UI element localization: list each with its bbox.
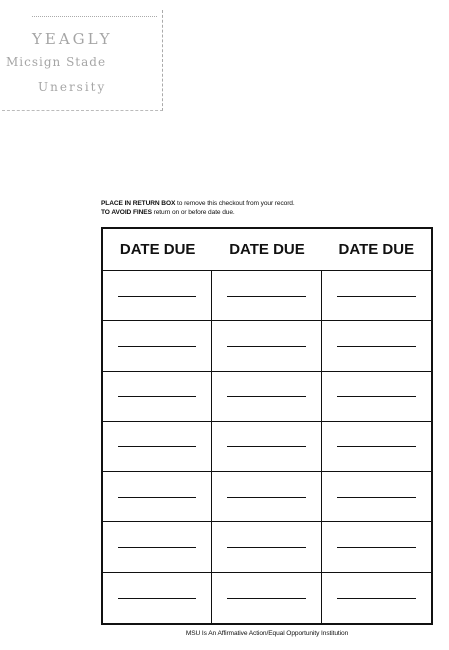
stamp-line-3: Unersity [38,80,107,94]
date-due-cell [212,372,321,422]
date-due-table [101,227,433,625]
date-due-cell [103,372,212,422]
date-due-cell [322,422,431,472]
date-due-write-line [118,497,196,498]
date-due-header: DATE DUE [322,229,431,271]
date-due-header: DATE DUE [212,229,321,271]
stamp-line-2: Micsign Stade [6,55,107,69]
date-due-write-line [118,296,196,297]
date-due-write-line [337,396,416,397]
date-due-write-line [337,446,416,447]
date-due-write-line [227,547,305,548]
notice-line-2-text: return on or before date due. [151,209,235,216]
notice-line-1-text: to remove this checkout from your record. [175,200,295,207]
date-due-write-line [118,547,196,548]
date-due-write-line [227,598,305,599]
date-due-cell [322,271,431,321]
date-due-cell [212,522,321,572]
date-due-cell [322,522,431,572]
date-due-write-line [227,497,305,498]
date-due-cell [322,321,431,371]
return-notice [101,199,431,217]
date-due-write-line [227,396,305,397]
date-due-write-line [337,497,416,498]
date-due-cell [212,321,321,371]
stamp-border [32,16,157,17]
date-due-cell [322,472,431,522]
date-due-write-line [227,346,305,347]
date-due-cell [103,573,212,623]
date-due-cell [322,573,431,623]
date-due-write-line [118,346,196,347]
date-due-cell [322,372,431,422]
date-due-write-line [227,446,305,447]
date-due-cell [212,472,321,522]
date-due-cell [212,422,321,472]
date-due-write-line [118,446,196,447]
notice-line-1 [101,199,431,208]
notice-line-2-bold: TO AVOID FINES [101,209,152,216]
date-due-write-line [118,598,196,599]
footer-institution-note: MSU Is An Affirmative Action/Equal Opportunity Institution [185,630,349,637]
date-due-header: DATE DUE [103,229,212,271]
date-due-cell [103,472,212,522]
date-due-write-line [227,296,305,297]
stamp-line-1: YEAGLY [32,30,113,48]
date-due-write-line [118,396,196,397]
date-due-cell [103,522,212,572]
date-due-write-line [337,547,416,548]
notice-line-1-bold: PLACE IN RETURN BOX [101,200,176,207]
notice-line-2 [101,208,431,217]
date-due-cell [212,271,321,321]
date-due-write-line [337,346,416,347]
date-due-cell [103,271,212,321]
date-due-write-line [337,598,416,599]
library-stamp [2,10,163,111]
date-due-write-line [337,296,416,297]
date-due-cell [212,573,321,623]
date-due-cell [103,422,212,472]
date-due-cell [103,321,212,371]
